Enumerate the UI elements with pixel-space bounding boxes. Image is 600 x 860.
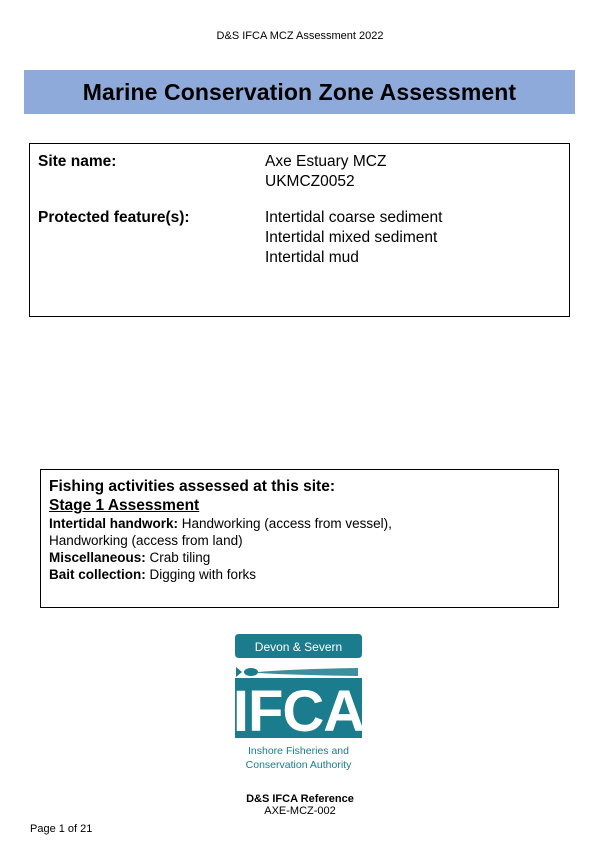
feature-item: Intertidal coarse sediment: [265, 209, 443, 226]
activity-text: Digging with forks: [145, 567, 257, 582]
site-name-values: [265, 152, 386, 192]
reference-block: [0, 793, 600, 817]
reference-label: D&S IFCA Reference: [246, 793, 354, 805]
fishing-activities-box: [40, 469, 559, 608]
activity-category: Miscellaneous:: [49, 550, 146, 565]
activity-category: Bait collection:: [49, 567, 146, 582]
site-code: UKMCZ0052: [265, 173, 355, 190]
reference-code: AXE-MCZ-002: [264, 805, 336, 817]
activity-text: Handworking (access from vessel),: [178, 516, 392, 531]
activity-item: [49, 566, 550, 583]
activity-item-continued: Handworking (access from land): [49, 533, 243, 548]
logo-main-text: IFCA: [233, 679, 364, 744]
title-banner: [24, 70, 575, 114]
ifca-logo: [233, 632, 364, 777]
activity-text: Crab tiling: [145, 550, 211, 565]
protected-features-label: Protected feature(s):: [38, 209, 190, 226]
site-name: Axe Estuary MCZ: [265, 153, 387, 170]
logo-sub-line1: Inshore Fisheries and: [248, 745, 349, 757]
stage-heading: Stage 1 Assessment: [49, 497, 200, 514]
fishing-activities-heading: Fishing activities assessed at this site:: [49, 478, 336, 495]
fish-icon: [236, 667, 358, 677]
feature-item: Intertidal mixed sediment: [265, 229, 438, 246]
feature-item: Intertidal mud: [265, 249, 359, 266]
site-info-box: [29, 143, 570, 317]
logo-sub-line2: Conservation Authority: [245, 759, 352, 771]
activity-item: [49, 549, 550, 566]
site-name-label: Site name:: [38, 153, 117, 170]
document-title: Marine Conservation Zone Assessment: [82, 78, 517, 105]
protected-features-list: [265, 208, 442, 268]
running-header: D&S IFCA MCZ Assessment 2022: [216, 30, 384, 42]
logo-top-text: Devon & Severn: [254, 640, 343, 654]
activity-item: [49, 515, 550, 532]
activity-category: Intertidal handwork:: [49, 516, 179, 531]
page-number: Page 1 of 21: [30, 823, 93, 835]
